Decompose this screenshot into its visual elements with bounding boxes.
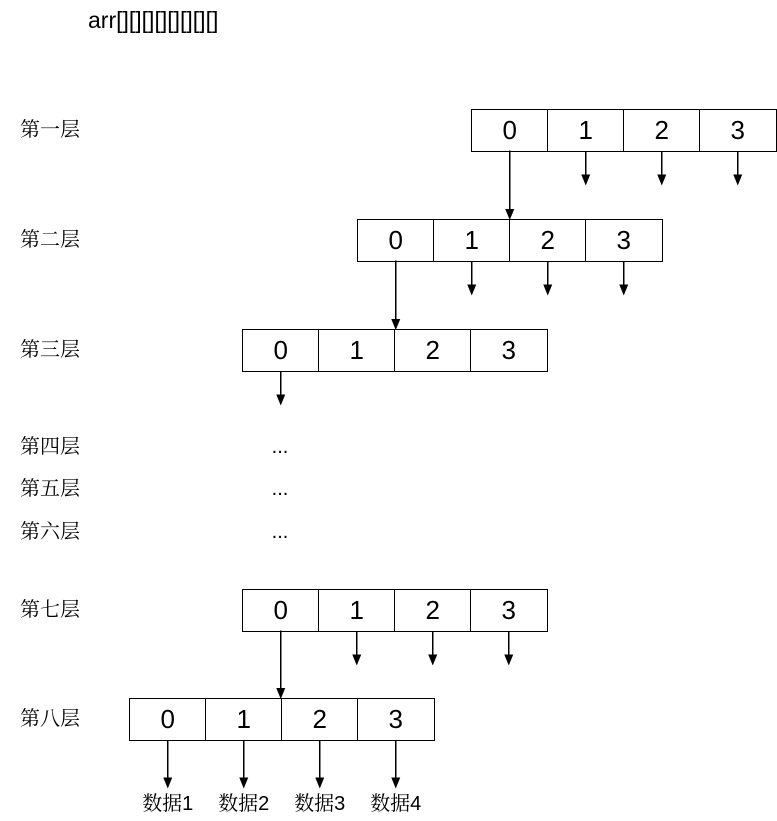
array-cell: 1: [205, 698, 283, 741]
data-label-3: 数据3: [294, 793, 346, 815]
array-cell: 0: [242, 589, 320, 632]
array-cell: 3: [470, 589, 548, 632]
layer-label-3: 第三层: [20, 338, 80, 361]
array-cell: 1: [547, 109, 625, 152]
down-arrow-head: [619, 285, 628, 296]
data-label-1: 数据1: [142, 793, 194, 815]
array-cell: 0: [357, 219, 435, 262]
down-arrow-head: [391, 778, 400, 789]
array-cell: 3: [699, 109, 777, 152]
array-cell: 2: [623, 109, 701, 152]
ellipsis-6: ...: [271, 521, 289, 543]
down-arrow-head: [315, 778, 324, 789]
array-cell: 2: [394, 329, 472, 372]
diagram-title: arr[][][][][][][][]: [88, 7, 219, 33]
down-arrow-head: [733, 175, 742, 186]
array-cell: 3: [585, 219, 663, 262]
array-cell: 0: [242, 329, 320, 372]
array-cell: 0: [471, 109, 549, 152]
array-cell: 2: [281, 698, 359, 741]
down-arrow-head: [467, 285, 476, 296]
down-arrow-head: [163, 778, 172, 789]
layer-label-7: 第七层: [20, 598, 80, 621]
array-cell: 2: [394, 589, 472, 632]
layer-label-1: 第一层: [20, 118, 80, 141]
array-cell: 1: [318, 589, 396, 632]
down-arrow-head: [543, 285, 552, 296]
array-cell: 2: [509, 219, 587, 262]
array-cell: 3: [357, 698, 435, 741]
layer-label-8: 第八层: [20, 707, 80, 730]
down-arrow-head: [276, 395, 285, 406]
down-arrow-head: [239, 778, 248, 789]
layer-label-5: 第五层: [20, 478, 80, 500]
array-cell: 3: [470, 329, 548, 372]
array-cell: 1: [318, 329, 396, 372]
down-arrow-head: [581, 175, 590, 186]
ellipsis-4: ...: [271, 436, 289, 458]
down-arrow-head: [428, 655, 437, 666]
ellipsis-5: ...: [271, 478, 289, 500]
data-label-4: 数据4: [370, 793, 422, 815]
down-arrow-head: [504, 655, 513, 666]
layer-label-4: 第四层: [20, 436, 80, 458]
array-cell: 1: [433, 219, 511, 262]
array-cell: 0: [129, 698, 207, 741]
data-label-2: 数据2: [218, 793, 270, 815]
down-arrow-head: [657, 175, 666, 186]
down-arrow-head: [352, 655, 361, 666]
layer-label-6: 第六层: [20, 521, 80, 543]
layer-label-2: 第二层: [20, 228, 80, 251]
